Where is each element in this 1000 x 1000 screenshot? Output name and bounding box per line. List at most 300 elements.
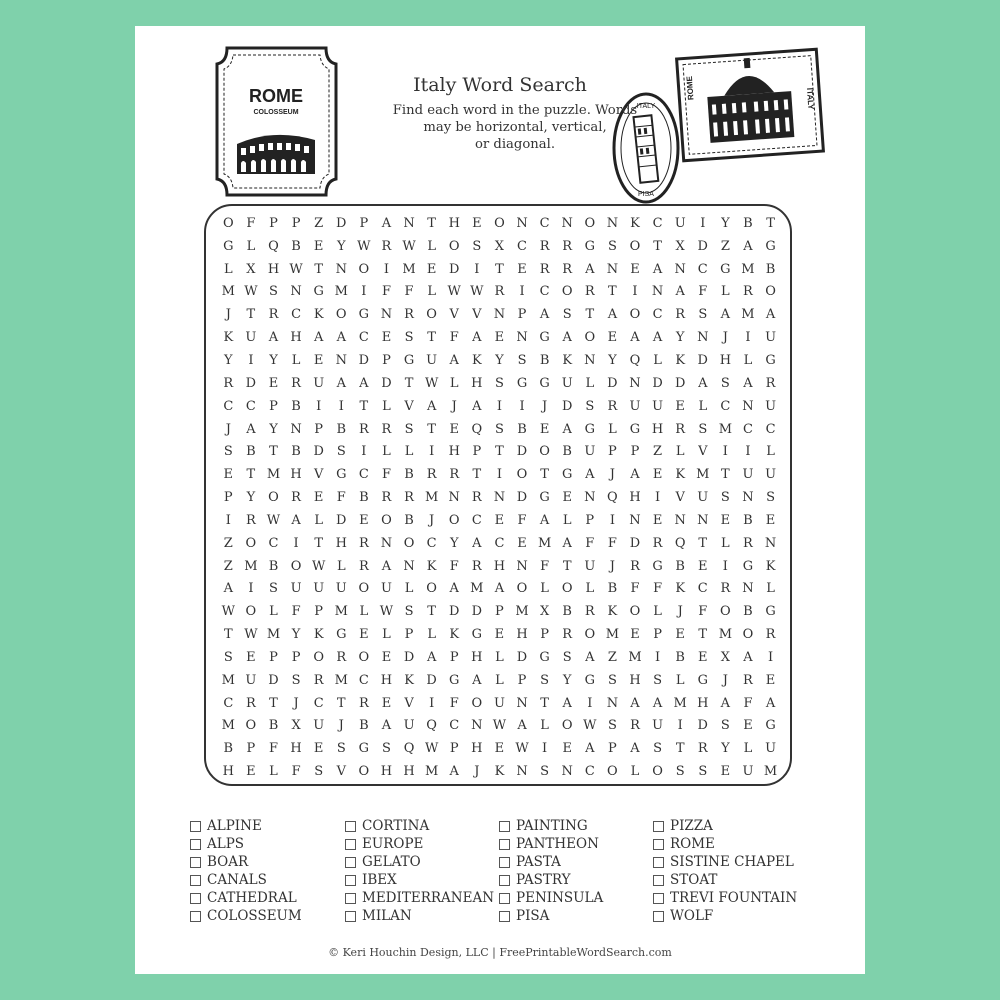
grid-letter[interactable]: T bbox=[540, 467, 549, 483]
grid-letter[interactable]: M bbox=[334, 284, 348, 300]
grid-letter[interactable]: H bbox=[448, 215, 460, 231]
grid-letter[interactable]: N bbox=[380, 535, 393, 551]
grid-letter[interactable]: L bbox=[269, 604, 278, 620]
grid-letter[interactable]: H bbox=[719, 352, 732, 368]
grid-letter[interactable]: I bbox=[248, 581, 254, 597]
grid-letter[interactable]: N bbox=[290, 284, 302, 300]
grid-letter[interactable]: E bbox=[698, 558, 708, 574]
grid-letter[interactable]: V bbox=[472, 307, 482, 323]
grid-letter[interactable]: W bbox=[492, 718, 507, 734]
grid-letter[interactable]: D bbox=[403, 649, 415, 665]
grid-letter[interactable]: K bbox=[675, 581, 686, 597]
grid-letter[interactable]: A bbox=[743, 238, 753, 254]
grid-letter[interactable]: R bbox=[358, 535, 369, 551]
grid-letter[interactable]: G bbox=[471, 627, 483, 643]
grid-letter[interactable]: M bbox=[718, 421, 733, 437]
word-checkbox[interactable] bbox=[499, 875, 510, 886]
grid-letter[interactable]: W bbox=[379, 604, 394, 620]
grid-letter[interactable]: S bbox=[336, 741, 346, 757]
grid-letter[interactable]: Z bbox=[653, 444, 663, 460]
grid-letter[interactable]: N bbox=[448, 490, 460, 506]
grid-letter[interactable]: P bbox=[246, 741, 256, 757]
grid-letter[interactable]: E bbox=[562, 741, 572, 757]
grid-letter[interactable]: M bbox=[605, 627, 620, 643]
word-checkbox[interactable] bbox=[345, 821, 356, 832]
grid-letter[interactable]: C bbox=[449, 718, 460, 734]
grid-letter[interactable]: C bbox=[742, 421, 753, 437]
grid-letter[interactable]: R bbox=[539, 261, 550, 277]
grid-letter[interactable]: S bbox=[698, 307, 708, 323]
grid-letter[interactable]: U bbox=[765, 330, 777, 346]
grid-letter[interactable]: G bbox=[652, 558, 663, 574]
grid-letter[interactable]: O bbox=[403, 535, 415, 551]
word-checkbox[interactable] bbox=[345, 839, 356, 850]
grid-letter[interactable]: C bbox=[494, 535, 505, 551]
grid-letter[interactable]: S bbox=[404, 330, 414, 346]
grid-letter[interactable]: E bbox=[765, 512, 776, 528]
grid-letter[interactable]: H bbox=[651, 421, 664, 437]
grid-letter[interactable]: I bbox=[609, 512, 615, 528]
grid-letter[interactable]: R bbox=[584, 604, 595, 620]
grid-letter[interactable]: P bbox=[449, 741, 459, 757]
grid-letter[interactable]: I bbox=[361, 284, 367, 300]
grid-letter[interactable]: A bbox=[585, 649, 595, 665]
grid-letter[interactable]: T bbox=[585, 307, 595, 323]
grid-letter[interactable]: H bbox=[516, 627, 528, 643]
grid-letter[interactable]: E bbox=[381, 649, 392, 665]
grid-letter[interactable]: U bbox=[290, 581, 302, 597]
grid-letter[interactable]: V bbox=[449, 307, 459, 323]
word-checkbox[interactable] bbox=[653, 857, 664, 868]
grid-letter[interactable]: R bbox=[291, 375, 301, 391]
grid-letter[interactable]: T bbox=[427, 330, 436, 346]
grid-letter[interactable]: L bbox=[540, 718, 549, 734]
grid-letter[interactable]: U bbox=[652, 718, 664, 734]
grid-letter[interactable]: R bbox=[675, 421, 686, 437]
grid-letter[interactable]: S bbox=[653, 741, 663, 757]
grid-letter[interactable]: C bbox=[584, 764, 595, 780]
grid-letter[interactable]: D bbox=[471, 604, 483, 620]
grid-letter[interactable]: H bbox=[290, 330, 302, 346]
grid-letter[interactable]: V bbox=[404, 398, 414, 414]
grid-letter[interactable]: A bbox=[585, 467, 595, 483]
grid-letter[interactable]: C bbox=[720, 398, 731, 414]
grid-letter[interactable]: A bbox=[472, 330, 482, 346]
grid-letter[interactable]: I bbox=[361, 444, 367, 460]
grid-letter[interactable]: R bbox=[381, 490, 392, 506]
grid-letter[interactable]: S bbox=[562, 649, 572, 665]
word-checkbox[interactable] bbox=[190, 839, 201, 850]
grid-letter[interactable]: N bbox=[516, 695, 528, 711]
grid-letter[interactable]: P bbox=[449, 649, 459, 665]
grid-letter[interactable]: D bbox=[516, 649, 528, 665]
grid-letter[interactable]: P bbox=[291, 215, 301, 231]
grid-letter[interactable]: R bbox=[765, 375, 776, 391]
grid-letter[interactable]: N bbox=[516, 764, 528, 780]
grid-letter[interactable]: U bbox=[493, 695, 505, 711]
grid-letter[interactable]: E bbox=[743, 718, 753, 734]
grid-letter[interactable]: O bbox=[381, 512, 392, 528]
grid-letter[interactable]: L bbox=[766, 444, 775, 460]
grid-letter[interactable]: G bbox=[720, 261, 731, 277]
grid-letter[interactable]: E bbox=[675, 627, 685, 643]
grid-letter[interactable]: Y bbox=[224, 352, 233, 368]
grid-letter[interactable]: E bbox=[607, 330, 618, 346]
grid-letter[interactable]: A bbox=[449, 352, 459, 368]
grid-letter[interactable]: V bbox=[698, 444, 708, 460]
grid-letter[interactable]: T bbox=[336, 695, 346, 711]
grid-letter[interactable]: A bbox=[223, 581, 233, 597]
grid-letter[interactable]: L bbox=[743, 352, 753, 368]
grid-letter[interactable]: I bbox=[767, 649, 774, 665]
grid-letter[interactable]: T bbox=[540, 695, 549, 711]
grid-letter[interactable]: O bbox=[561, 581, 573, 597]
grid-letter[interactable]: E bbox=[246, 764, 256, 780]
grid-letter[interactable]: A bbox=[539, 307, 550, 323]
grid-letter[interactable]: T bbox=[427, 215, 436, 231]
grid-letter[interactable]: N bbox=[290, 421, 302, 437]
grid-letter[interactable]: N bbox=[606, 215, 619, 231]
grid-letter[interactable]: T bbox=[404, 375, 414, 391]
grid-letter[interactable]: S bbox=[517, 352, 527, 368]
grid-letter[interactable]: I bbox=[338, 398, 344, 414]
grid-letter[interactable]: D bbox=[629, 535, 641, 551]
grid-letter[interactable]: A bbox=[246, 421, 256, 437]
grid-letter[interactable]: L bbox=[427, 627, 436, 643]
grid-letter[interactable]: E bbox=[630, 261, 640, 277]
grid-letter[interactable]: S bbox=[382, 741, 391, 757]
grid-letter[interactable]: D bbox=[268, 672, 279, 688]
grid-letter[interactable]: S bbox=[720, 490, 730, 506]
grid-letter[interactable]: H bbox=[629, 490, 641, 506]
grid-letter[interactable]: C bbox=[765, 421, 776, 437]
grid-letter[interactable]: F bbox=[291, 604, 301, 620]
grid-letter[interactable]: R bbox=[381, 238, 392, 254]
word-checkbox[interactable] bbox=[653, 839, 664, 850]
grid-letter[interactable]: B bbox=[743, 512, 753, 528]
grid-letter[interactable]: T bbox=[223, 627, 233, 643]
grid-letter[interactable]: X bbox=[246, 261, 256, 277]
grid-letter[interactable]: E bbox=[698, 649, 708, 665]
grid-letter[interactable]: K bbox=[404, 672, 414, 688]
grid-letter[interactable]: J bbox=[474, 764, 480, 780]
grid-letter[interactable]: L bbox=[562, 512, 572, 528]
grid-letter[interactable]: L bbox=[223, 261, 233, 277]
grid-letter[interactable]: I bbox=[248, 352, 254, 368]
grid-letter[interactable]: A bbox=[449, 581, 459, 597]
grid-letter[interactable]: T bbox=[675, 741, 685, 757]
grid-letter[interactable]: T bbox=[766, 215, 775, 231]
grid-letter[interactable]: I bbox=[316, 398, 322, 414]
grid-letter[interactable]: F bbox=[381, 467, 391, 483]
grid-letter[interactable]: D bbox=[697, 238, 708, 254]
grid-letter[interactable]: F bbox=[630, 581, 640, 597]
grid-letter[interactable]: F bbox=[540, 558, 550, 574]
grid-letter[interactable]: R bbox=[471, 558, 482, 574]
grid-letter[interactable]: L bbox=[721, 284, 730, 300]
grid-letter[interactable]: R bbox=[630, 718, 640, 734]
grid-letter[interactable]: C bbox=[697, 261, 708, 277]
grid-letter[interactable]: D bbox=[245, 375, 257, 391]
grid-letter[interactable]: W bbox=[266, 512, 281, 528]
grid-letter[interactable]: R bbox=[313, 672, 324, 688]
grid-letter[interactable]: A bbox=[630, 467, 640, 483]
grid-letter[interactable]: O bbox=[652, 764, 663, 780]
grid-letter[interactable]: R bbox=[358, 695, 369, 711]
grid-letter[interactable]: L bbox=[269, 764, 278, 780]
grid-letter[interactable]: I bbox=[587, 695, 593, 711]
grid-letter[interactable]: F bbox=[404, 284, 414, 300]
grid-letter[interactable]: K bbox=[765, 558, 776, 574]
grid-letter[interactable]: H bbox=[335, 535, 347, 551]
grid-letter[interactable]: O bbox=[561, 718, 573, 734]
grid-letter[interactable]: N bbox=[742, 490, 754, 506]
word-checkbox[interactable] bbox=[345, 893, 356, 904]
grid-letter[interactable]: I bbox=[519, 284, 525, 300]
grid-letter[interactable]: A bbox=[765, 307, 776, 323]
word-checkbox[interactable] bbox=[653, 875, 664, 886]
grid-letter[interactable]: A bbox=[449, 764, 459, 780]
grid-letter[interactable]: I bbox=[293, 535, 299, 551]
grid-letter[interactable]: D bbox=[426, 672, 437, 688]
grid-letter[interactable]: P bbox=[269, 215, 278, 231]
grid-letter[interactable]: B bbox=[539, 352, 550, 368]
grid-letter[interactable]: R bbox=[539, 238, 550, 254]
grid-letter[interactable]: B bbox=[743, 215, 753, 231]
grid-letter[interactable]: A bbox=[585, 261, 595, 277]
grid-letter[interactable]: S bbox=[675, 764, 685, 780]
grid-letter[interactable]: N bbox=[380, 307, 393, 323]
grid-letter[interactable]: J bbox=[677, 604, 683, 620]
grid-letter[interactable]: E bbox=[472, 215, 482, 231]
grid-letter[interactable]: I bbox=[496, 467, 502, 483]
grid-letter[interactable]: G bbox=[539, 649, 550, 665]
grid-letter[interactable]: W bbox=[424, 741, 439, 757]
grid-letter[interactable]: Q bbox=[629, 352, 641, 368]
grid-letter[interactable]: K bbox=[426, 558, 437, 574]
grid-letter[interactable]: C bbox=[268, 535, 279, 551]
word-checkbox[interactable] bbox=[499, 893, 510, 904]
grid-letter[interactable]: S bbox=[607, 718, 617, 734]
grid-letter[interactable]: C bbox=[652, 307, 663, 323]
grid-letter[interactable]: C bbox=[291, 307, 302, 323]
grid-letter[interactable]: D bbox=[358, 352, 370, 368]
grid-letter[interactable]: L bbox=[291, 352, 301, 368]
grid-letter[interactable]: A bbox=[336, 375, 346, 391]
grid-letter[interactable]: C bbox=[358, 467, 369, 483]
grid-letter[interactable]: N bbox=[742, 581, 754, 597]
grid-letter[interactable]: G bbox=[449, 672, 460, 688]
grid-letter[interactable]: J bbox=[609, 467, 615, 483]
grid-letter[interactable]: Y bbox=[269, 352, 278, 368]
grid-letter[interactable]: A bbox=[562, 535, 572, 551]
grid-letter[interactable]: P bbox=[314, 604, 324, 620]
grid-letter[interactable]: U bbox=[584, 558, 596, 574]
grid-letter[interactable]: N bbox=[584, 352, 596, 368]
grid-letter[interactable]: S bbox=[472, 238, 482, 254]
grid-letter[interactable]: Y bbox=[246, 490, 256, 506]
grid-letter[interactable]: P bbox=[223, 490, 233, 506]
grid-letter[interactable]: U bbox=[652, 398, 664, 414]
grid-letter[interactable]: M bbox=[424, 764, 439, 780]
grid-letter[interactable]: H bbox=[471, 741, 483, 757]
grid-letter[interactable]: A bbox=[268, 330, 279, 346]
grid-letter[interactable]: P bbox=[269, 649, 278, 665]
grid-letter[interactable]: F bbox=[607, 535, 617, 551]
grid-letter[interactable]: R bbox=[562, 238, 573, 254]
grid-letter[interactable]: L bbox=[382, 627, 391, 643]
grid-letter[interactable]: Z bbox=[223, 558, 233, 574]
grid-letter[interactable]: G bbox=[403, 352, 415, 368]
grid-letter[interactable]: M bbox=[334, 672, 348, 688]
grid-letter[interactable]: A bbox=[562, 330, 572, 346]
grid-letter[interactable]: T bbox=[698, 535, 708, 551]
grid-letter[interactable]: N bbox=[335, 352, 347, 368]
grid-letter[interactable]: P bbox=[608, 444, 617, 460]
word-checkbox[interactable] bbox=[190, 821, 201, 832]
grid-letter[interactable]: S bbox=[653, 672, 663, 688]
grid-letter[interactable]: N bbox=[516, 558, 528, 574]
grid-letter[interactable]: F bbox=[698, 604, 708, 620]
grid-letter[interactable]: A bbox=[675, 284, 685, 300]
grid-letter[interactable]: K bbox=[313, 627, 324, 643]
grid-letter[interactable]: E bbox=[494, 741, 505, 757]
grid-letter[interactable]: K bbox=[675, 467, 686, 483]
grid-letter[interactable]: S bbox=[494, 421, 504, 437]
grid-letter[interactable]: I bbox=[655, 649, 661, 665]
grid-letter[interactable]: R bbox=[358, 421, 369, 437]
grid-letter[interactable]: L bbox=[675, 672, 685, 688]
grid-letter[interactable]: F bbox=[653, 581, 663, 597]
grid-letter[interactable]: P bbox=[382, 352, 391, 368]
grid-letter[interactable]: G bbox=[584, 672, 595, 688]
grid-letter[interactable]: E bbox=[517, 535, 527, 551]
grid-letter[interactable]: A bbox=[381, 718, 392, 734]
grid-letter[interactable]: J bbox=[225, 421, 231, 437]
grid-letter[interactable]: R bbox=[358, 558, 369, 574]
grid-letter[interactable]: X bbox=[494, 238, 505, 254]
grid-letter[interactable]: F bbox=[291, 764, 301, 780]
grid-letter[interactable]: B bbox=[562, 604, 572, 620]
grid-letter[interactable]: S bbox=[766, 490, 775, 506]
grid-letter[interactable]: F bbox=[517, 512, 527, 528]
grid-letter[interactable]: R bbox=[630, 558, 640, 574]
grid-letter[interactable]: N bbox=[561, 764, 573, 780]
grid-letter[interactable]: P bbox=[517, 672, 527, 688]
grid-letter[interactable]: S bbox=[269, 284, 278, 300]
grid-letter[interactable]: W bbox=[424, 375, 439, 391]
grid-letter[interactable]: D bbox=[336, 215, 347, 231]
grid-letter[interactable]: N bbox=[629, 375, 641, 391]
grid-letter[interactable]: M bbox=[266, 627, 281, 643]
grid-letter[interactable]: C bbox=[652, 215, 663, 231]
grid-letter[interactable]: X bbox=[720, 649, 730, 665]
grid-letter[interactable]: C bbox=[313, 695, 324, 711]
grid-letter[interactable]: L bbox=[246, 238, 256, 254]
grid-letter[interactable]: O bbox=[358, 764, 370, 780]
grid-letter[interactable]: Y bbox=[608, 352, 617, 368]
grid-letter[interactable]: T bbox=[314, 535, 323, 551]
grid-letter[interactable]: I bbox=[225, 512, 231, 528]
grid-letter[interactable]: O bbox=[222, 215, 234, 231]
grid-letter[interactable]: C bbox=[517, 238, 527, 254]
grid-letter[interactable]: A bbox=[494, 581, 505, 597]
grid-letter[interactable]: E bbox=[449, 421, 459, 437]
grid-letter[interactable]: O bbox=[629, 307, 641, 323]
grid-letter[interactable]: K bbox=[494, 764, 505, 780]
grid-letter[interactable]: G bbox=[539, 375, 550, 391]
grid-letter[interactable]: U bbox=[313, 375, 325, 391]
grid-letter[interactable]: O bbox=[539, 444, 550, 460]
grid-letter[interactable]: F bbox=[449, 330, 459, 346]
grid-letter[interactable]: G bbox=[584, 421, 595, 437]
grid-letter[interactable]: A bbox=[743, 649, 753, 665]
grid-letter[interactable]: R bbox=[494, 284, 505, 300]
grid-letter[interactable]: S bbox=[720, 375, 730, 391]
grid-letter[interactable]: C bbox=[223, 695, 234, 711]
grid-letter[interactable]: S bbox=[404, 604, 414, 620]
grid-letter[interactable]: O bbox=[358, 261, 370, 277]
grid-letter[interactable]: I bbox=[496, 398, 502, 414]
grid-letter[interactable]: N bbox=[674, 261, 686, 277]
grid-letter[interactable]: U bbox=[629, 398, 641, 414]
grid-letter[interactable]: U bbox=[765, 467, 777, 483]
grid-letter[interactable]: U bbox=[561, 375, 573, 391]
grid-letter[interactable]: L bbox=[698, 398, 708, 414]
grid-letter[interactable]: Y bbox=[721, 741, 730, 757]
grid-letter[interactable]: U bbox=[313, 581, 325, 597]
grid-letter[interactable]: P bbox=[540, 627, 549, 643]
grid-letter[interactable]: P bbox=[291, 649, 301, 665]
grid-letter[interactable]: M bbox=[741, 307, 755, 323]
grid-letter[interactable]: B bbox=[268, 558, 279, 574]
grid-letter[interactable]: M bbox=[402, 261, 416, 277]
grid-letter[interactable]: R bbox=[449, 467, 460, 483]
grid-letter[interactable]: B bbox=[404, 467, 414, 483]
grid-letter[interactable]: R bbox=[720, 581, 731, 597]
grid-letter[interactable]: Q bbox=[426, 718, 437, 734]
grid-letter[interactable]: N bbox=[674, 512, 686, 528]
grid-letter[interactable]: N bbox=[606, 261, 619, 277]
word-checkbox[interactable] bbox=[653, 911, 664, 922]
grid-letter[interactable]: N bbox=[697, 330, 709, 346]
grid-letter[interactable]: M bbox=[424, 490, 439, 506]
grid-letter[interactable]: G bbox=[336, 467, 347, 483]
grid-letter[interactable]: E bbox=[494, 330, 505, 346]
grid-letter[interactable]: W bbox=[244, 627, 258, 643]
grid-letter[interactable]: I bbox=[655, 490, 661, 506]
word-checkbox[interactable] bbox=[653, 893, 664, 904]
grid-letter[interactable]: O bbox=[720, 604, 731, 620]
grid-letter[interactable]: U bbox=[742, 467, 754, 483]
grid-letter[interactable]: A bbox=[562, 421, 572, 437]
grid-letter[interactable]: W bbox=[357, 238, 371, 254]
grid-letter[interactable]: T bbox=[246, 307, 256, 323]
grid-letter[interactable]: E bbox=[381, 330, 392, 346]
grid-letter[interactable]: J bbox=[542, 398, 548, 414]
grid-letter[interactable]: N bbox=[584, 490, 596, 506]
grid-letter[interactable]: I bbox=[632, 284, 638, 300]
grid-letter[interactable]: O bbox=[584, 627, 596, 643]
grid-letter[interactable]: E bbox=[720, 764, 731, 780]
grid-letter[interactable]: J bbox=[722, 330, 728, 346]
grid-letter[interactable]: I bbox=[700, 215, 706, 231]
grid-letter[interactable]: L bbox=[585, 581, 595, 597]
grid-letter[interactable]: D bbox=[516, 444, 528, 460]
grid-letter[interactable]: S bbox=[562, 307, 572, 323]
grid-letter[interactable]: H bbox=[629, 672, 641, 688]
grid-letter[interactable]: P bbox=[359, 215, 369, 231]
